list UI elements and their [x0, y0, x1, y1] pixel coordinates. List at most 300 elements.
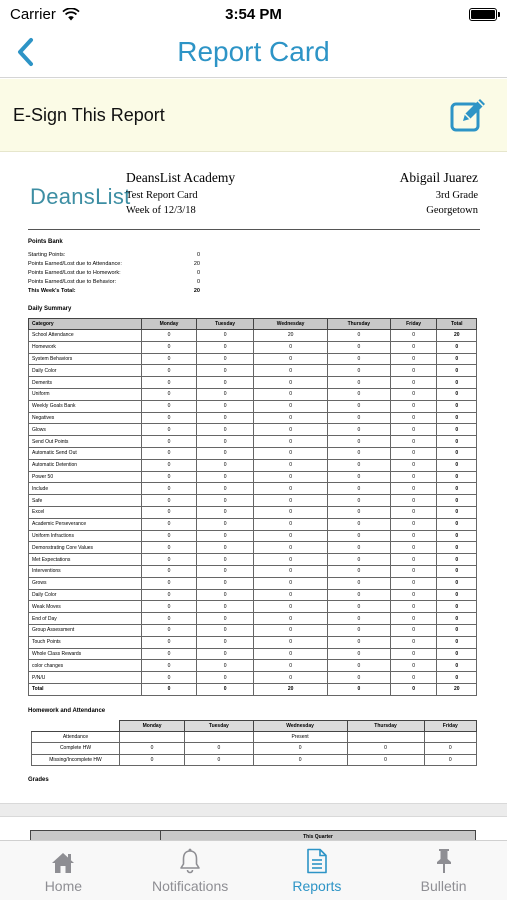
status-time: 3:54 PM	[225, 5, 282, 23]
table-row	[29, 554, 477, 566]
table-header-cell: Friday	[390, 319, 437, 330]
table-header-cell: Category	[29, 319, 142, 330]
tab-bar	[0, 840, 507, 900]
table-row	[29, 530, 477, 542]
table-row	[29, 388, 477, 400]
table-cell: 0	[390, 601, 437, 613]
table-cell: 0	[254, 554, 328, 566]
status-right	[327, 8, 497, 21]
table-cell: 0	[390, 542, 437, 554]
table-cell: 20	[437, 330, 477, 342]
table-cell: 0	[437, 636, 477, 648]
table-cell: 0	[437, 388, 477, 400]
table-row	[29, 341, 477, 353]
table-cell: Daily Color	[29, 589, 142, 601]
battery-icon	[469, 8, 497, 21]
table-cell: 0	[197, 341, 254, 353]
table-cell: 0	[437, 377, 477, 389]
table-cell: 0	[327, 672, 390, 684]
points-bank-title: Points Bank	[28, 239, 63, 245]
table-cell: 0	[437, 672, 477, 684]
table-cell: 0	[120, 754, 185, 766]
pin-icon	[434, 848, 454, 874]
table-row	[29, 483, 477, 495]
table-cell: 0	[437, 542, 477, 554]
table-cell: 0	[390, 412, 437, 424]
tab-reports-label: Reports	[292, 878, 342, 894]
table-cell: Total	[29, 683, 142, 695]
table-cell: 0	[327, 624, 390, 636]
table-cell: 0	[390, 565, 437, 577]
table-cell: 0	[254, 388, 328, 400]
table-cell: 0	[253, 743, 347, 755]
table-cell: 0	[437, 589, 477, 601]
table-cell: 0	[142, 554, 197, 566]
table-row	[29, 542, 477, 554]
table-cell: 0	[437, 471, 477, 483]
table-cell: 0	[142, 530, 197, 542]
table-cell: 0	[327, 459, 390, 471]
table-cell: 0	[437, 624, 477, 636]
home-icon	[51, 852, 75, 874]
table-cell: 0	[390, 624, 437, 636]
table-cell: 0	[327, 530, 390, 542]
table-cell: Whole Class Rewards	[29, 648, 142, 660]
grades-table	[30, 830, 476, 840]
table-cell: 0	[254, 565, 328, 577]
homework-attendance-title: Homework and Attendance	[28, 707, 106, 714]
table-cell: 0	[390, 577, 437, 589]
table-row	[29, 636, 477, 648]
table-cell: 0	[254, 672, 328, 684]
table-cell: 0	[327, 601, 390, 613]
points-bank-total-label: This Week's Total:	[28, 288, 76, 294]
table-cell: 0	[142, 341, 197, 353]
table-cell: 0	[437, 353, 477, 365]
table-header-cell: Friday	[424, 720, 476, 731]
points-bank-row	[28, 260, 200, 269]
table-cell: Uniform Infractions	[29, 530, 142, 542]
table-row	[29, 330, 477, 342]
table-cell: 0	[142, 660, 197, 672]
table-cell: 0	[390, 447, 437, 459]
table-cell: 0	[142, 636, 197, 648]
table-cell: Academic Perseverance	[29, 518, 142, 530]
table-cell: 0	[390, 353, 437, 365]
table-cell: 0	[142, 506, 197, 518]
table-cell: Group Assessment	[29, 624, 142, 636]
table-cell: Negatives	[29, 412, 142, 424]
grades-title: Grades	[28, 777, 49, 784]
table-row	[29, 565, 477, 577]
table-cell: 0	[185, 743, 253, 755]
table-cell: 0	[197, 672, 254, 684]
table-cell: 0	[424, 743, 476, 755]
table-cell: 0	[254, 613, 328, 625]
tab-notifications-label: Notifications	[151, 878, 229, 894]
points-bank	[28, 251, 480, 296]
tab-home-label: Home	[44, 878, 83, 894]
table-cell: 0	[254, 506, 328, 518]
table-cell: 0	[437, 554, 477, 566]
table-row	[29, 518, 477, 530]
table-cell: 0	[254, 400, 328, 412]
table-cell: 0	[327, 436, 390, 448]
report-document[interactable]	[0, 152, 507, 840]
table-cell: 0	[390, 506, 437, 518]
table-cell	[424, 731, 476, 743]
report-student-block	[400, 170, 478, 220]
table-cell: 0	[327, 589, 390, 601]
this-quarter-header: This Quarter	[161, 831, 476, 841]
table-row	[29, 377, 477, 389]
table-cell: 0	[254, 601, 328, 613]
table-cell: 0	[437, 459, 477, 471]
table-cell: 0	[254, 365, 328, 377]
table-cell: 0	[390, 554, 437, 566]
table-cell: 0	[390, 589, 437, 601]
table-cell: 0	[327, 341, 390, 353]
tab-reports[interactable]	[254, 841, 381, 900]
bell-icon	[179, 848, 201, 874]
page-title: Report Card	[177, 36, 330, 67]
table-header-cell: Thursday	[327, 319, 390, 330]
table-cell: 0	[197, 542, 254, 554]
table-cell	[185, 731, 253, 743]
esign-button[interactable]	[449, 97, 489, 133]
table-cell: 0	[327, 483, 390, 495]
table-cell: 0	[197, 683, 254, 695]
table-cell: 0	[142, 589, 197, 601]
table-cell: 0	[327, 542, 390, 554]
table-cell: 0	[254, 341, 328, 353]
table-row	[29, 624, 477, 636]
table-cell: 0	[142, 377, 197, 389]
table-row	[29, 400, 477, 412]
table-cell: 0	[437, 341, 477, 353]
table-cell: 0	[197, 518, 254, 530]
table-cell: 0	[142, 471, 197, 483]
table-cell: 0	[142, 518, 197, 530]
table-cell: 0	[142, 424, 197, 436]
table-cell: 0	[437, 530, 477, 542]
table-cell: Interventions	[29, 565, 142, 577]
table-cell: 0	[254, 660, 328, 672]
report-week: Week of 12/3/18	[126, 205, 196, 216]
table-cell: 0	[327, 636, 390, 648]
table-cell: 0	[142, 672, 197, 684]
table-row	[29, 471, 477, 483]
table-cell: 0	[390, 636, 437, 648]
table-cell: 0	[197, 471, 254, 483]
tab-notifications[interactable]	[127, 841, 254, 900]
report-school-block	[126, 170, 235, 220]
table-cell: 0	[142, 577, 197, 589]
table-cell: 0	[437, 648, 477, 660]
table-cell: 0	[327, 330, 390, 342]
table-cell: 0	[142, 565, 197, 577]
table-cell: 0	[254, 377, 328, 389]
table-cell: 0	[197, 495, 254, 507]
table-cell: 0	[254, 353, 328, 365]
table-row	[32, 754, 477, 766]
table-cell: 0	[254, 447, 328, 459]
table-header-cell: Tuesday	[197, 319, 254, 330]
table-cell: 20	[437, 683, 477, 695]
table-cell: 0	[254, 518, 328, 530]
table-cell: Excel	[29, 506, 142, 518]
table-cell: Weekly Goals Bank	[29, 400, 142, 412]
table-cell: 0	[327, 400, 390, 412]
table-row	[29, 577, 477, 589]
table-cell: 0	[197, 565, 254, 577]
table-cell: 0	[197, 577, 254, 589]
table-cell: Uniform	[29, 388, 142, 400]
table-cell: 0	[254, 636, 328, 648]
table-cell: 0	[437, 424, 477, 436]
table-cell: 0	[197, 601, 254, 613]
table-cell: 0	[142, 459, 197, 471]
status-bar	[0, 0, 507, 28]
table-cell: 0	[254, 471, 328, 483]
table-header-cell: Thursday	[347, 720, 424, 731]
table-cell: 0	[197, 530, 254, 542]
points-bank-row	[28, 251, 200, 260]
table-cell: 0	[347, 754, 424, 766]
table-cell: 0	[142, 495, 197, 507]
table-cell: 0	[390, 518, 437, 530]
student-grade: 3rd Grade	[435, 190, 478, 201]
table-cell: 0	[390, 330, 437, 342]
esign-bar[interactable]	[0, 79, 507, 152]
table-cell: 0	[197, 459, 254, 471]
points-bank-label: Points Earned/Lost due to Behavior:	[28, 279, 117, 285]
table-cell: Power 50	[29, 471, 142, 483]
table-cell: 0	[327, 577, 390, 589]
table-row	[32, 731, 477, 743]
table-cell: 0	[254, 459, 328, 471]
table-cell: 0	[390, 530, 437, 542]
table-row	[29, 589, 477, 601]
page-separator	[0, 803, 507, 817]
table-row	[29, 660, 477, 672]
table-cell: 0	[390, 483, 437, 495]
nav-bar	[0, 28, 507, 78]
table-cell: Safe	[29, 495, 142, 507]
table-cell: 0	[327, 554, 390, 566]
table-cell: 0	[390, 341, 437, 353]
table-row	[32, 743, 477, 755]
table-cell: 0	[197, 412, 254, 424]
table-cell: 0	[437, 400, 477, 412]
table-cell: Missing/Incomplete HW	[32, 754, 120, 766]
table-cell: color changes	[29, 660, 142, 672]
student-campus: Georgetown	[426, 205, 478, 216]
table-cell: End of Day	[29, 613, 142, 625]
table-cell: Grows	[29, 577, 142, 589]
table-cell: 0	[197, 436, 254, 448]
tab-bulletin[interactable]	[380, 841, 507, 900]
table-cell: 0	[142, 624, 197, 636]
table-cell: 0	[327, 377, 390, 389]
table-cell: Attendance	[32, 731, 120, 743]
table-cell: 0	[327, 506, 390, 518]
status-left	[10, 6, 180, 23]
table-cell: 0	[390, 613, 437, 625]
table-row	[29, 459, 477, 471]
table-cell: 0	[142, 412, 197, 424]
table-cell: P/N/U	[29, 672, 142, 684]
table-cell: 0	[437, 447, 477, 459]
table-cell: 0	[142, 436, 197, 448]
table-row	[29, 601, 477, 613]
grades-table-blank-cell	[31, 831, 161, 841]
table-cell: 0	[437, 565, 477, 577]
table-row	[29, 447, 477, 459]
edit-icon	[449, 97, 489, 133]
table-cell: 0	[197, 589, 254, 601]
table-cell: 0	[254, 436, 328, 448]
points-bank-total-row	[28, 287, 200, 296]
report-card-name: Test Report Card	[126, 190, 198, 201]
tab-bulletin-label: Bulletin	[420, 878, 467, 894]
table-cell: 0	[390, 660, 437, 672]
table-cell: 0	[327, 518, 390, 530]
table-cell: 0	[254, 577, 328, 589]
table-cell: 0	[197, 624, 254, 636]
table-cell: 0	[437, 506, 477, 518]
table-row	[29, 424, 477, 436]
table-cell: 0	[390, 683, 437, 695]
tab-home[interactable]	[0, 841, 127, 900]
table-cell: 0	[327, 365, 390, 377]
table-row	[29, 506, 477, 518]
table-row	[29, 672, 477, 684]
esign-label: E-Sign This Report	[13, 105, 165, 125]
table-header-cell: Tuesday	[185, 720, 253, 731]
table-cell: 0	[197, 648, 254, 660]
points-bank-value: 0	[196, 279, 200, 285]
table-cell: 0	[142, 330, 197, 342]
points-bank-row	[28, 278, 200, 287]
table-row	[29, 353, 477, 365]
table-cell: Demonstrating Core Values	[29, 542, 142, 554]
table-cell: 0	[390, 459, 437, 471]
table-cell: System Behaviors	[29, 353, 142, 365]
table-cell: 0	[347, 743, 424, 755]
table-row	[29, 412, 477, 424]
table-cell: 0	[185, 754, 253, 766]
table-cell: 0	[254, 424, 328, 436]
table-cell: 0	[327, 471, 390, 483]
table-cell: 20	[254, 683, 328, 695]
table-cell: 0	[197, 447, 254, 459]
table-cell: 0	[437, 495, 477, 507]
table-cell: 0	[254, 542, 328, 554]
table-cell: 0	[142, 447, 197, 459]
table-cell: 0	[390, 648, 437, 660]
table-cell: Met Expectations	[29, 554, 142, 566]
table-cell: 0	[390, 365, 437, 377]
report-page	[28, 152, 480, 789]
table-cell: 0	[437, 412, 477, 424]
table-cell: 0	[327, 660, 390, 672]
table-cell: 0	[142, 542, 197, 554]
table-cell: 0	[197, 660, 254, 672]
table-cell: School Attendance	[29, 330, 142, 342]
table-header-cell: Monday	[142, 319, 197, 330]
table-header-cell: Wednesday	[254, 319, 328, 330]
carrier-label: Carrier	[10, 5, 56, 23]
table-cell: 0	[142, 683, 197, 695]
daily-summary-title: Daily Summary	[28, 306, 72, 312]
table-cell: 0	[197, 506, 254, 518]
table-cell: 0	[390, 377, 437, 389]
table-cell: 0	[142, 400, 197, 412]
table-cell: 0	[197, 330, 254, 342]
table-cell: 0	[327, 424, 390, 436]
report-header	[28, 152, 480, 230]
table-row	[29, 648, 477, 660]
points-bank-total-value: 20	[193, 288, 200, 294]
table-cell: Present	[253, 731, 347, 743]
table-cell: Include	[29, 483, 142, 495]
table-cell: 0	[327, 495, 390, 507]
table-cell: 0	[327, 613, 390, 625]
table-cell: 0	[197, 424, 254, 436]
table-cell: 0	[254, 648, 328, 660]
table-cell: 0	[437, 577, 477, 589]
table-cell: 0	[390, 495, 437, 507]
table-cell: Glows	[29, 424, 142, 436]
table-cell: 0	[142, 353, 197, 365]
table-cell: 0	[197, 388, 254, 400]
table-total-row	[29, 683, 477, 695]
table-cell: 0	[254, 589, 328, 601]
table-header-cell: Wednesday	[253, 720, 347, 731]
table-cell: 0	[254, 495, 328, 507]
table-cell: 0	[197, 400, 254, 412]
homework-attendance-table	[31, 720, 477, 767]
table-cell: 0	[197, 377, 254, 389]
table-cell: 0	[437, 483, 477, 495]
table-cell: 0	[437, 436, 477, 448]
table-cell: 20	[254, 330, 328, 342]
table-cell: 0	[197, 613, 254, 625]
table-cell: 0	[254, 624, 328, 636]
document-icon	[306, 848, 328, 874]
table-cell: 0	[197, 353, 254, 365]
table-row	[29, 613, 477, 625]
table-cell: 0	[197, 554, 254, 566]
table-cell: 0	[327, 683, 390, 695]
table-cell: 0	[327, 565, 390, 577]
table-cell: 0	[142, 601, 197, 613]
table-cell: 0	[437, 518, 477, 530]
table-row	[29, 365, 477, 377]
daily-summary-table	[28, 318, 477, 696]
table-cell: Daily Color	[29, 365, 142, 377]
table-cell	[120, 731, 185, 743]
points-bank-value: 20	[193, 261, 200, 267]
table-cell: 0	[197, 483, 254, 495]
table-cell: 0	[142, 483, 197, 495]
table-cell: 0	[254, 412, 328, 424]
table-cell: 0	[437, 660, 477, 672]
table-row	[29, 495, 477, 507]
table-row	[29, 436, 477, 448]
deanslist-logo: DeansList	[30, 184, 131, 209]
